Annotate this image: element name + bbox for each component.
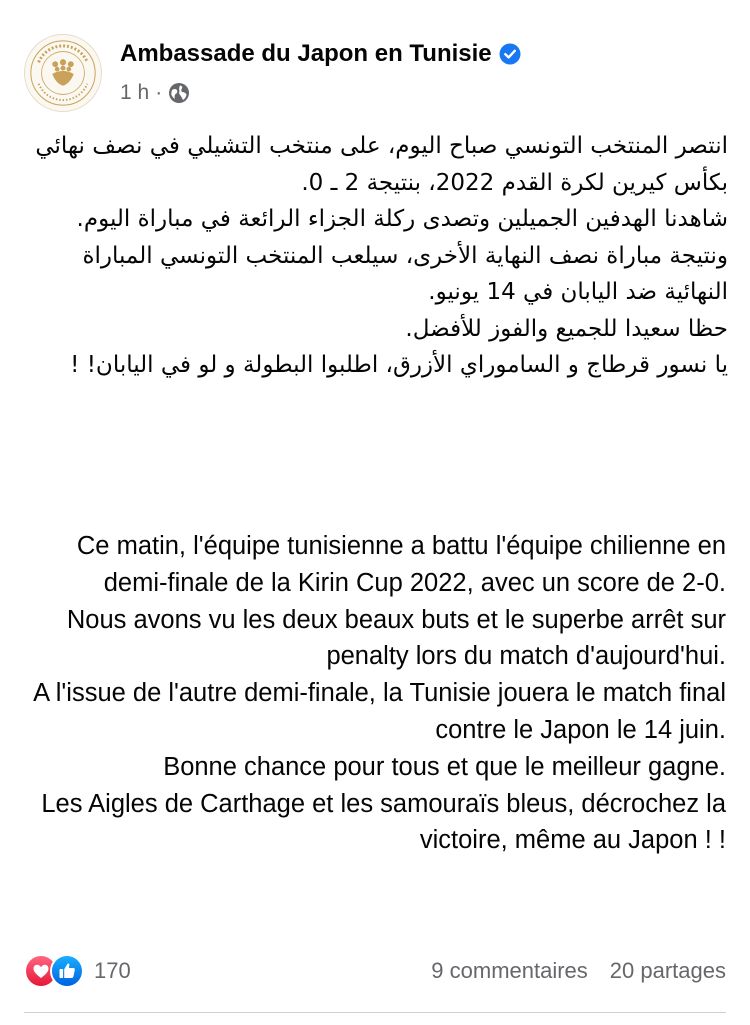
reaction-count[interactable]: 170 xyxy=(94,958,131,983)
engagement-bar xyxy=(24,954,726,988)
french-paragraph: A l'issue de l'autre demi-finale, la Tunisie jouera le match final contre le Japon le 14 juin. xyxy=(33,679,726,744)
french-paragraph: Bonne chance pour tous et que le meilleur gagne. xyxy=(163,752,726,781)
reaction-icons[interactable] xyxy=(24,954,84,988)
french-paragraph: Nous avons vu les deux beaux buts et le superbe arrêt sur penalty lors du match d'aujourd'hui. xyxy=(66,605,726,671)
shares-count[interactable]: 20 partages xyxy=(609,958,726,983)
page-name-row xyxy=(120,40,521,68)
arabic-paragraph: ونتيجة مباراة نصف النهاية الأخرى، سيلعب المنتخب التونسي المباراة النهائية ضد اليابان في 14 يونيو. xyxy=(82,242,728,305)
verified-badge-icon xyxy=(499,43,521,65)
page-name[interactable]: Ambassade du Japon en Tunisie xyxy=(120,40,492,67)
arabic-paragraph: شاهدنا الهدفين الجميلين وتصدى ركلة الجزاء الرائعة في مباراة اليوم. xyxy=(76,206,728,232)
arabic-paragraph: حظا سعيدا للجميع والفوز للأفضل. xyxy=(405,315,728,342)
embassy-logo-avatar[interactable] xyxy=(24,34,102,112)
post-timestamp[interactable]: 1 h xyxy=(120,81,150,104)
post-text-french xyxy=(18,528,726,859)
engagement-counts xyxy=(431,958,726,984)
post-meta xyxy=(120,81,190,105)
post-text-arabic xyxy=(20,128,728,384)
post-header xyxy=(24,34,724,114)
like-reaction-icon xyxy=(50,954,84,988)
french-paragraph: Les Aigles de Carthage et les samouraïs bleus, décrochez la victoire, même au Japon ! ! xyxy=(41,789,726,855)
divider xyxy=(24,1012,726,1013)
globe-icon[interactable] xyxy=(168,82,190,104)
comments-count[interactable]: 9 commentaires xyxy=(431,958,588,983)
arabic-paragraph: انتصر المنتخب التونسي صباح اليوم، على منتخب التشيلي في نصف نهائي بكأس كيرين لكرة القدم 2022، بنتيجة 2 ـ 0. xyxy=(35,133,728,196)
embassy-logo-icon xyxy=(25,35,101,111)
french-paragraph: Ce matin, l'équipe tunisienne a battu l'équipe chilienne en demi-finale de la Kirin Cup 2022, avec un score de 2-0. xyxy=(76,532,726,597)
arabic-paragraph: يا نسور قرطاج و الساموراي الأزرق، اطلبوا البطولة و لو في اليابان! ! xyxy=(70,352,728,378)
meta-separator: · xyxy=(155,81,163,104)
